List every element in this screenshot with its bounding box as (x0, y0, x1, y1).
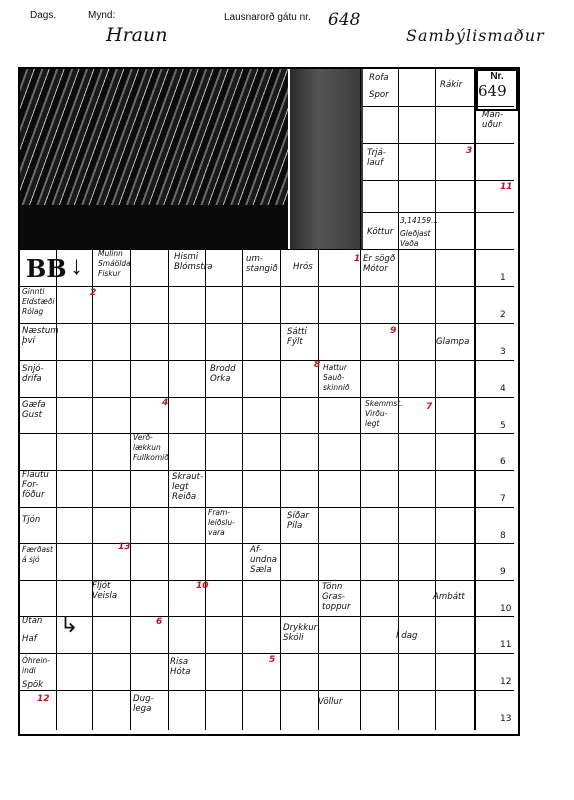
clue-vollur: Völlur (318, 697, 343, 707)
clue-risa: Risa Hóta (170, 657, 191, 677)
row-number: 9 (500, 567, 506, 577)
grid-line-horizontal (363, 143, 514, 144)
clue-spor: Spor (369, 90, 389, 100)
red-number-10: 10 (196, 581, 209, 591)
nr-label: Nr. (490, 71, 504, 82)
clue-tonn: Tönn Gras- toppur (322, 582, 351, 612)
grid-line-horizontal (363, 212, 514, 213)
clue-rakir: Rákir (440, 80, 463, 90)
clue-haf: Haf (22, 634, 37, 644)
lava-photo-right (290, 69, 363, 249)
clue-flautu: Flautu For- föður (22, 470, 49, 500)
clue-kottur: Köttur (367, 227, 394, 237)
grid-line-horizontal (20, 249, 514, 250)
mynd-value: Hraun (106, 24, 168, 46)
clue-fljot: Fljót Veisla (92, 581, 118, 601)
clue-satti: Sátti Fýlt (287, 327, 307, 347)
grid-line-horizontal (20, 470, 514, 471)
clue-hismi: Hismi Blómstra (174, 252, 213, 272)
grid-line-vertical (242, 249, 243, 730)
clue-naestum: Næstum því (22, 326, 59, 346)
grid-line-horizontal (20, 507, 514, 508)
grid-line-vertical (318, 249, 319, 730)
grid-line-vertical (205, 249, 206, 730)
mynd-label: Mynd: (88, 10, 116, 21)
row-number: 5 (500, 421, 506, 431)
corner-marker: BB (26, 254, 67, 283)
row-number: 7 (500, 494, 506, 504)
gatu-number: 648 (328, 10, 361, 30)
row-number: 10 (500, 604, 512, 614)
grid-line-vertical (168, 249, 169, 730)
red-number-12: 12 (37, 694, 50, 704)
clue-er-sogd: Er sögð Mótor (363, 254, 396, 274)
row-number: 12 (500, 677, 512, 687)
red-number-7: 7 (426, 402, 433, 412)
dags-label: Dags. (30, 10, 57, 21)
row-number: 13 (500, 714, 512, 724)
clue-sidar: Síðar Píla (287, 511, 309, 531)
lausnarord-value: Sambýlismaður (406, 26, 545, 45)
red-number-13: 13 (118, 542, 131, 552)
grid-line-horizontal (20, 543, 514, 544)
grid-line-vertical (130, 249, 131, 730)
grid-line-vertical (56, 249, 57, 730)
clue-verdlaekkun: Verð- lækkun Fullkomið (133, 433, 169, 462)
clue-ohreinindi: Óhrein- indi (22, 656, 50, 675)
clue-snjodrifa: Snjó- drífa (22, 364, 44, 384)
red-number-8: 8 (314, 360, 321, 370)
clue-hattur: Hattur Sauð- skinnið (323, 363, 350, 392)
grid-line-horizontal (20, 397, 514, 398)
clue-gladjast: Gleðjast Vaða (400, 229, 431, 248)
red-number-2: 2 (90, 288, 97, 298)
grid-line-horizontal (20, 433, 514, 434)
clue-spok: Spök (22, 680, 44, 690)
lausnarord-label: Lausnarorð gátu nr. (224, 12, 311, 23)
clue-pi: 3,14159... (400, 216, 439, 225)
grid-line-vertical (474, 69, 476, 730)
clue-skraut: Skraut- legt Reiða (172, 472, 204, 502)
clue-manudur: Mán- uður (482, 110, 504, 130)
red-number-5: 5 (269, 655, 276, 665)
row-number: 2 (500, 310, 506, 320)
clue-hros: Hrós (293, 262, 313, 272)
down-arrow-icon: ↓ (70, 250, 83, 280)
grid-line-horizontal (20, 616, 514, 617)
red-number-4: 4 (162, 398, 169, 408)
puzzle-number-box (476, 69, 518, 111)
red-number-3: 3 (466, 146, 473, 156)
grid-line-horizontal (20, 690, 514, 691)
clue-i-dag: Í dag (396, 631, 418, 641)
clue-utan: Utan (22, 616, 43, 626)
red-number-1: 1 (354, 254, 361, 264)
photo-dark-band (20, 205, 288, 249)
row-number: 1 (500, 273, 506, 283)
grid-line-vertical (435, 69, 436, 730)
grid-line-horizontal (20, 653, 514, 654)
turn-arrow-icon: ↳ (60, 612, 79, 637)
grid-line-horizontal (20, 360, 514, 361)
clue-afundna: Af- undna Sæla (250, 545, 278, 575)
clue-glampa: Glampa (436, 337, 470, 347)
clue-framleidslu: Fram- leiðslu- vara (208, 508, 235, 537)
red-number-9: 9 (390, 326, 397, 336)
clue-gaefa: Gæfa Gust (22, 400, 46, 420)
grid-line-vertical (360, 69, 361, 730)
clue-faerdast: Færðast á sjó (22, 545, 53, 564)
clue-trja-lauf: Trjá- lauf (367, 148, 386, 168)
clue-ambatt: Ambátt (433, 592, 465, 602)
red-number-6: 6 (156, 617, 163, 627)
clue-brodd: Brodd Orka (210, 364, 236, 384)
row-number: 8 (500, 531, 506, 541)
row-number: 6 (500, 457, 506, 467)
grid-line-horizontal (20, 323, 514, 324)
row-number: 3 (500, 347, 506, 357)
clue-rofa: Rofa (369, 73, 389, 83)
grid-line-vertical (280, 249, 281, 730)
clue-drykkur: Drykkur Skóli (283, 623, 318, 643)
clue-skemmst: Skemmst. Virðu- legt (365, 399, 403, 428)
clue-mulinn: Mulinn Smáölda Fiskur (98, 249, 131, 278)
red-number-11: 11 (500, 182, 513, 192)
puzzle-number: 649 (478, 82, 507, 100)
clue-duglega: Dug- lega (133, 694, 154, 714)
clue-ginnti: Ginnti Eldstæði Rólag (22, 287, 55, 316)
grid-line-vertical (92, 249, 93, 730)
clue-umstangid: um- stangið (246, 254, 278, 274)
grid-line-horizontal (363, 180, 514, 181)
clue-tjon: Tjón (22, 515, 41, 525)
row-number: 11 (500, 640, 512, 650)
row-number: 4 (500, 384, 506, 394)
grid-line-horizontal (20, 286, 514, 287)
